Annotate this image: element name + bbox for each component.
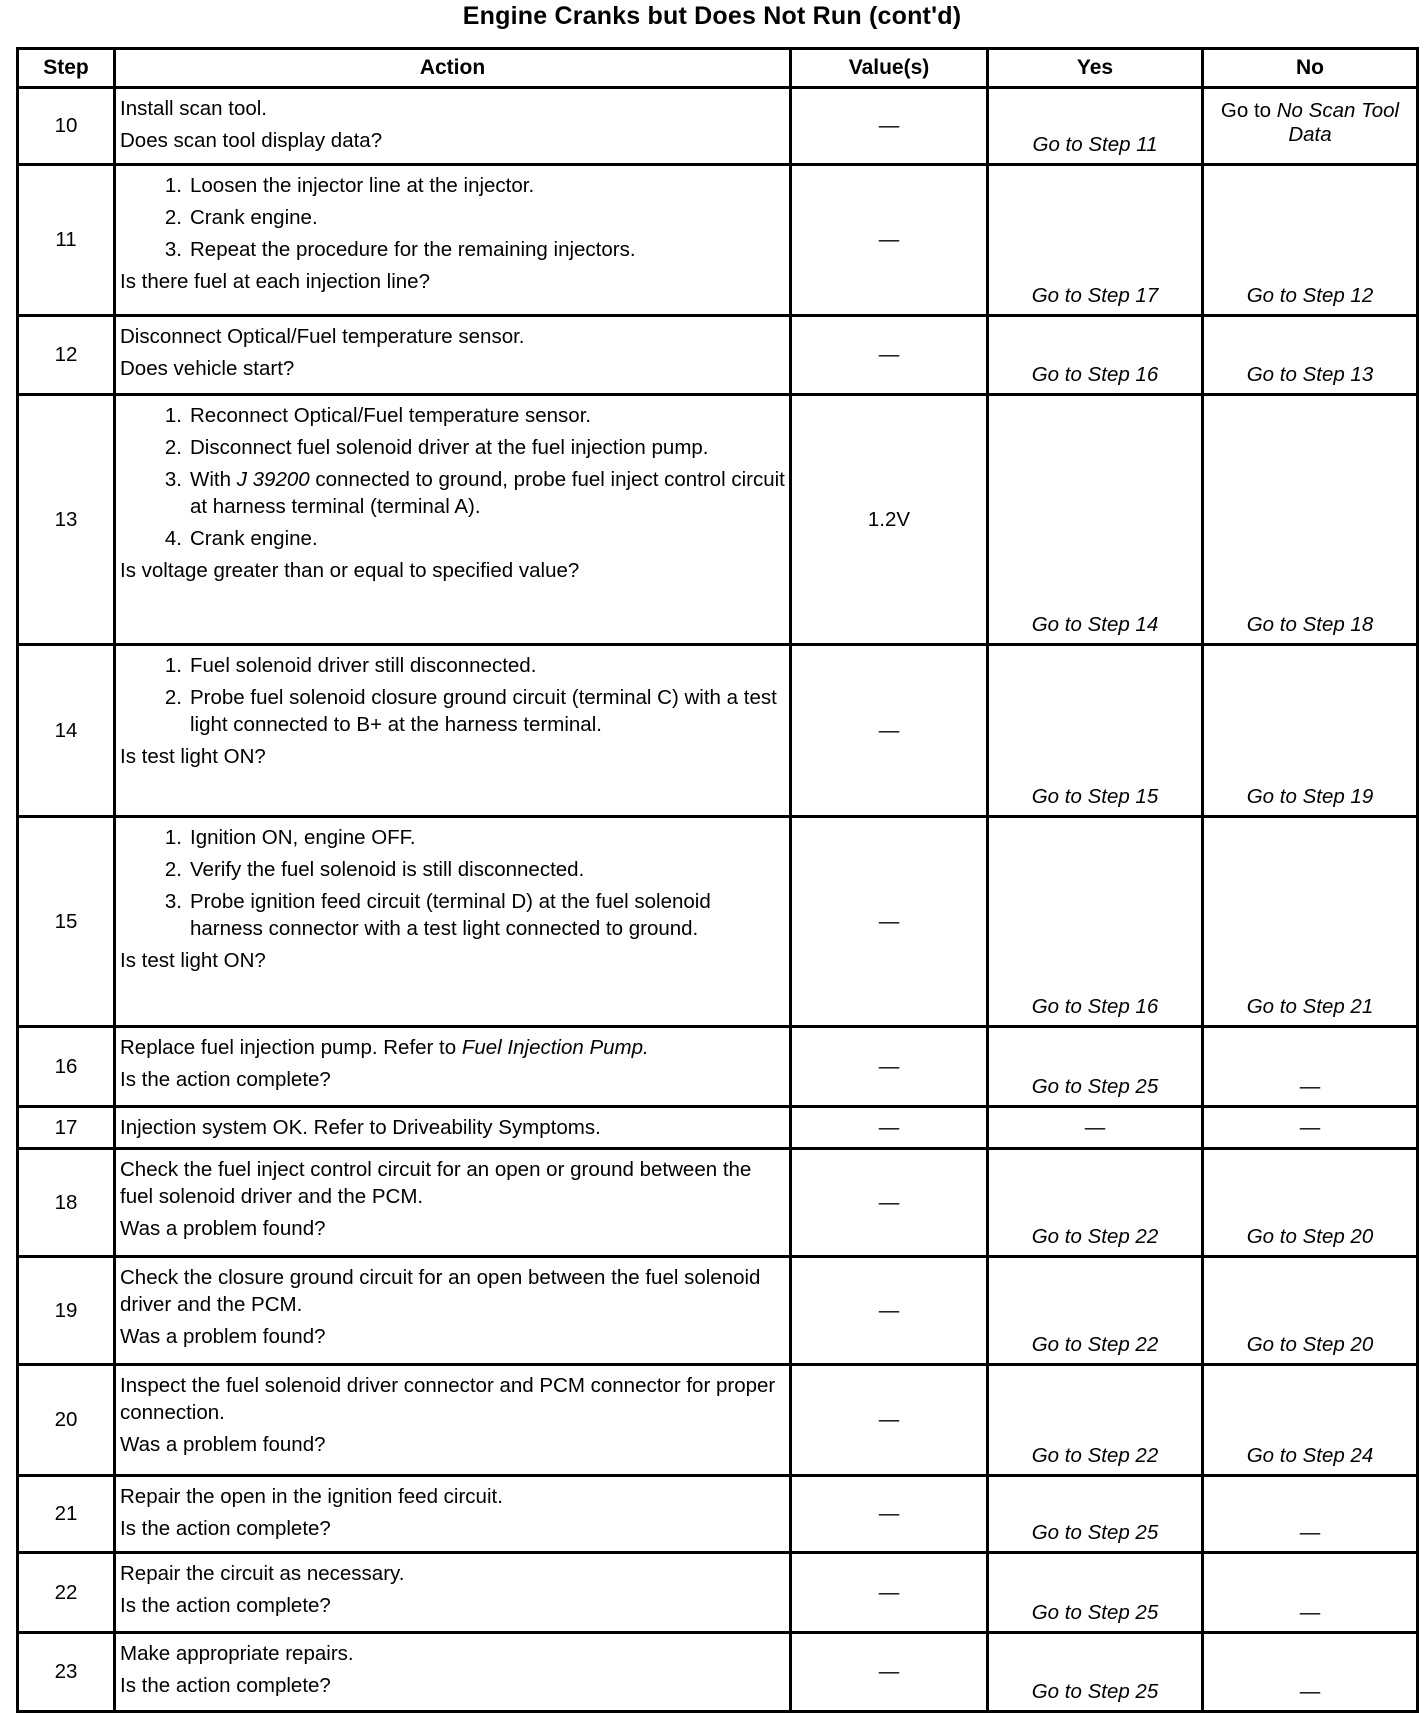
action-step-item	[120, 434, 785, 461]
page-title: Engine Cranks but Does Not Run (cont'd)	[462, 2, 962, 30]
yes-result: Go to Step 22	[988, 1365, 1203, 1476]
table-row	[18, 316, 1418, 395]
header-row	[18, 49, 1418, 88]
item-text	[190, 888, 785, 942]
item-text	[190, 236, 636, 263]
no-result: —	[1203, 1633, 1418, 1712]
table-row	[18, 1027, 1418, 1107]
diagnostic-table	[16, 47, 1419, 1713]
yes-result: Go to Step 25	[988, 1027, 1203, 1107]
yes-result: Go to Step 15	[988, 645, 1203, 817]
item-number: 2.	[164, 206, 182, 229]
reference-text: J 39200	[236, 468, 310, 491]
action-step-item	[120, 236, 785, 263]
yes-result: Go to Step 25	[988, 1476, 1203, 1553]
text-segment: Verify the fuel solenoid is still disconnected.	[190, 858, 585, 881]
action-step-item	[120, 888, 785, 942]
item-number: 2.	[164, 858, 182, 881]
text-segment: Crank engine.	[190, 206, 318, 229]
text-segment: Check the fuel inject control circuit for an open or ground between the fuel solenoid driver and the PCM.	[120, 1158, 752, 1208]
value-cell: —	[791, 1107, 988, 1149]
text-segment: Crank engine.	[190, 527, 318, 550]
yes-result: Go to Step 11	[988, 88, 1203, 165]
text-segment: Check the closure ground circuit for an open between the fuel solenoid driver and the PCM.	[120, 1266, 761, 1316]
text-segment: Inspect the fuel solenoid driver connector and PCM connector for proper connection.	[120, 1374, 776, 1424]
step-number: 19	[18, 1257, 115, 1365]
step-number: 15	[18, 817, 115, 1027]
table-row	[18, 165, 1418, 316]
action-cell	[115, 1633, 791, 1712]
action-instruction	[120, 323, 785, 350]
header-action: Action	[115, 49, 791, 88]
no-result: —	[1203, 1107, 1418, 1149]
text-segment: Repeat the procedure for the remaining injectors.	[190, 238, 636, 261]
value-cell: —	[791, 1027, 988, 1107]
item-text	[190, 204, 318, 231]
action-cell	[115, 1149, 791, 1257]
table-row	[18, 88, 1418, 165]
no-result: —	[1203, 1553, 1418, 1633]
text-segment: Reconnect Optical/Fuel temperature sensor.	[190, 404, 592, 427]
item-text	[190, 434, 709, 461]
item-number: 3.	[164, 890, 182, 913]
item-text	[190, 652, 536, 679]
action-question: Does vehicle start?	[120, 357, 295, 380]
action-question: Is the action complete?	[120, 1674, 331, 1697]
text-segment: Go to	[1220, 99, 1277, 122]
action-cell	[115, 1257, 791, 1365]
action-cell	[115, 1553, 791, 1633]
step-number: 16	[18, 1027, 115, 1107]
action-question: Is test light ON?	[120, 745, 266, 768]
yes-result: Go to Step 16	[988, 316, 1203, 395]
no-result: Go to Step 18	[1203, 395, 1418, 645]
action-step-item	[120, 684, 785, 738]
step-number: 11	[18, 165, 115, 316]
table-row	[18, 1476, 1418, 1553]
yes-result: Go to Step 22	[988, 1149, 1203, 1257]
action-step-item	[120, 204, 785, 231]
action-cell	[115, 1107, 791, 1149]
table-row	[18, 645, 1418, 817]
table-row	[18, 395, 1418, 645]
item-text	[190, 525, 318, 552]
item-number: 2.	[164, 436, 182, 459]
action-step-item	[120, 172, 785, 199]
yes-result: Go to Step 25	[988, 1633, 1203, 1712]
action-step-item	[120, 652, 785, 679]
text-segment: Repair the open in the ignition feed circuit.	[120, 1485, 503, 1508]
step-number: 14	[18, 645, 115, 817]
action-cell	[115, 1476, 791, 1553]
header-step: Step	[18, 49, 115, 88]
step-number: 10	[18, 88, 115, 165]
text-segment: Replace fuel injection pump. Refer to	[120, 1036, 462, 1059]
item-text	[190, 684, 785, 738]
action-step-item	[120, 824, 785, 851]
action-instruction	[120, 95, 785, 122]
reference-text: Fuel Injection Pump.	[461, 1036, 649, 1059]
action-question: Is test light ON?	[120, 949, 266, 972]
reference-text: No Scan Tool Data	[1276, 99, 1400, 146]
item-text	[190, 824, 416, 851]
step-number: 20	[18, 1365, 115, 1476]
action-question: Injection system OK. Refer to Driveability Symptoms.	[120, 1116, 601, 1139]
action-cell	[115, 817, 791, 1027]
text-segment: Ignition ON, engine OFF.	[190, 826, 416, 849]
text-segment: Disconnect fuel solenoid driver at the fuel injection pump.	[190, 436, 709, 459]
yes-result: Go to Step 16	[988, 817, 1203, 1027]
action-instruction	[120, 1034, 785, 1061]
text-segment: Repair the circuit as necessary.	[120, 1562, 405, 1585]
value-cell: —	[791, 817, 988, 1027]
table-body	[18, 88, 1418, 1712]
text-segment: Loosen the injector line at the injector.	[190, 174, 535, 197]
action-cell	[115, 1365, 791, 1476]
header-values: Value(s)	[791, 49, 988, 88]
action-cell	[115, 645, 791, 817]
step-number: 18	[18, 1149, 115, 1257]
table-row	[18, 1553, 1418, 1633]
table-row	[18, 1107, 1418, 1149]
item-number: 3.	[164, 238, 182, 261]
action-question: Is voltage greater than or equal to specified value?	[120, 559, 580, 582]
action-question: Is there fuel at each injection line?	[120, 270, 430, 293]
step-number: 13	[18, 395, 115, 645]
text-segment: Probe fuel solenoid closure ground circuit (terminal C) with a test light connected to B+ at the harness terminal.	[190, 686, 777, 736]
item-number: 1.	[164, 174, 182, 197]
action-cell	[115, 165, 791, 316]
value-cell: —	[791, 88, 988, 165]
action-question: Was a problem found?	[120, 1325, 326, 1348]
table-row	[18, 817, 1418, 1027]
yes-result: Go to Step 14	[988, 395, 1203, 645]
text-segment: Disconnect Optical/Fuel temperature sensor.	[120, 325, 525, 348]
value-cell: —	[791, 1365, 988, 1476]
yes-result: Go to Step 22	[988, 1257, 1203, 1365]
item-text	[190, 402, 591, 429]
no-result: Go to Step 24	[1203, 1365, 1418, 1476]
action-instruction	[120, 1264, 785, 1318]
value-cell: —	[791, 1257, 988, 1365]
text-segment: connected to ground, probe fuel inject control circuit at harness terminal (terminal A).	[190, 468, 785, 518]
item-text	[190, 172, 534, 199]
item-text	[190, 466, 785, 520]
value-cell: —	[791, 1149, 988, 1257]
action-question: Was a problem found?	[120, 1433, 326, 1456]
item-number: 1.	[164, 654, 182, 677]
value-cell: —	[791, 165, 988, 316]
yes-result: Go to Step 17	[988, 165, 1203, 316]
step-number: 21	[18, 1476, 115, 1553]
action-step-item	[120, 856, 785, 883]
no-result: Go to Step 13	[1203, 316, 1418, 395]
action-step-item	[120, 402, 785, 429]
table-row	[18, 1149, 1418, 1257]
item-number: 2.	[164, 686, 182, 709]
action-question: Is the action complete?	[120, 1068, 331, 1091]
action-step-item	[120, 525, 785, 552]
action-instruction	[120, 1156, 785, 1210]
no-result: Go to Step 20	[1203, 1257, 1418, 1365]
text-segment: Probe ignition feed circuit (terminal D) at the fuel solenoid harness connector with a test light connected to ground.	[190, 890, 711, 940]
item-number: 1.	[164, 404, 182, 427]
value-cell: —	[791, 1633, 988, 1712]
action-instruction	[120, 1560, 785, 1587]
no-result: —	[1203, 1027, 1418, 1107]
action-question: Is the action complete?	[120, 1594, 331, 1617]
value-cell: —	[791, 1476, 988, 1553]
value-cell: 1.2V	[791, 395, 988, 645]
header-yes: Yes	[988, 49, 1203, 88]
yes-result: —	[988, 1107, 1203, 1149]
action-cell	[115, 1027, 791, 1107]
step-number: 23	[18, 1633, 115, 1712]
table-row	[18, 1257, 1418, 1365]
action-cell	[115, 88, 791, 165]
item-number: 4.	[164, 527, 182, 550]
action-question: Does scan tool display data?	[120, 129, 383, 152]
step-number: 22	[18, 1553, 115, 1633]
action-cell	[115, 316, 791, 395]
step-number: 12	[18, 316, 115, 395]
no-result: —	[1203, 1476, 1418, 1553]
value-cell: —	[791, 316, 988, 395]
action-instruction	[120, 1483, 785, 1510]
action-question: Was a problem found?	[120, 1217, 326, 1240]
table-row	[18, 1365, 1418, 1476]
text-segment: Install scan tool.	[120, 97, 267, 120]
action-step-item	[120, 466, 785, 520]
yes-result: Go to Step 25	[988, 1553, 1203, 1633]
value-cell: —	[791, 645, 988, 817]
item-number: 1.	[164, 826, 182, 849]
text-segment: Make appropriate repairs.	[120, 1642, 354, 1665]
action-instruction	[120, 1372, 785, 1426]
no-result	[1203, 88, 1418, 165]
header-no: No	[1203, 49, 1418, 88]
action-question: Is the action complete?	[120, 1517, 331, 1540]
item-number: 3.	[164, 468, 182, 491]
no-result: Go to Step 12	[1203, 165, 1418, 316]
value-cell: —	[791, 1553, 988, 1633]
no-result: Go to Step 21	[1203, 817, 1418, 1027]
action-cell	[115, 395, 791, 645]
step-number: 17	[18, 1107, 115, 1149]
action-instruction	[120, 1640, 785, 1667]
text-segment: With	[190, 468, 237, 491]
text-segment: Fuel solenoid driver still disconnected.	[190, 654, 537, 677]
no-result: Go to Step 20	[1203, 1149, 1418, 1257]
item-text	[190, 856, 584, 883]
no-result: Go to Step 19	[1203, 645, 1418, 817]
table-row	[18, 1633, 1418, 1712]
